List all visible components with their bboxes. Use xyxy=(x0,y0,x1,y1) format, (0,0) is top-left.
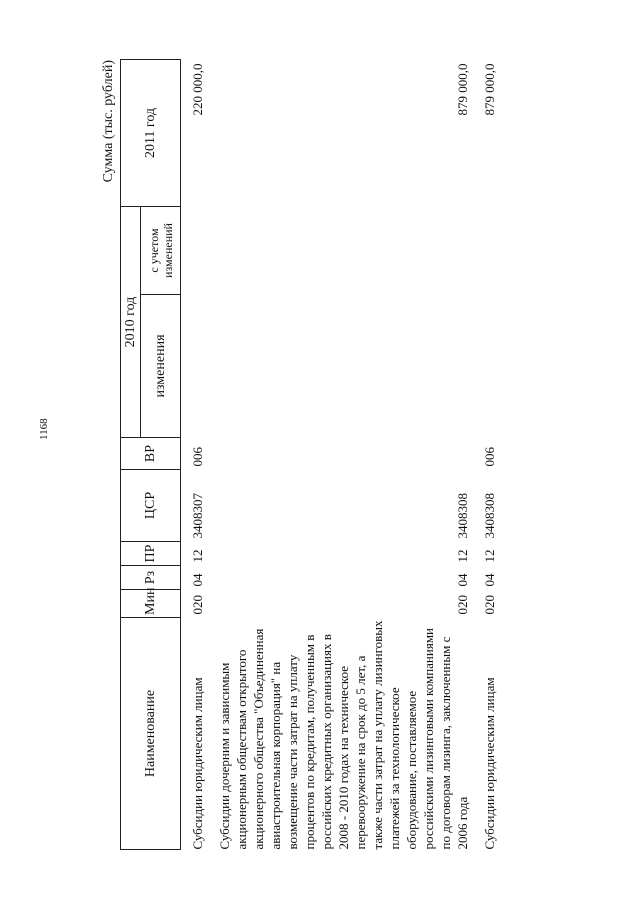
row-pr: 12 xyxy=(455,549,470,563)
table-row xyxy=(473,60,500,850)
row-vr: 006 xyxy=(190,447,205,467)
row-with-changes xyxy=(208,207,473,295)
row-name: Субсидии дочерним и зависимым акционерным обществам открытого акционерного общества "Объединенная авиастроительная корпорация" на возмещение части затрат на уплату процентов по кредитам, полученным в российских кредитных организациях в 2008 - 2010 годах на техническое перевооружение на срок до 5 лет, а также части затрат на уплату лизинговых платежей за технологическое оборудование, поставляемое российскими лизинговыми компаниями по договорам лизинга, заключенным с 2006 года xyxy=(217,620,470,850)
row-name: Субсидии юридическим лицам xyxy=(482,677,497,850)
header-vr: ВР xyxy=(121,438,181,470)
budget-table-sheet xyxy=(98,60,498,850)
row-changes xyxy=(181,295,209,438)
row-pr: 12 xyxy=(482,549,497,563)
header-csr: ЦСР xyxy=(121,470,181,542)
row-rz: 04 xyxy=(482,573,497,587)
header-pr: ПР xyxy=(121,542,181,566)
row-pr: 12 xyxy=(190,549,205,563)
row-vr xyxy=(208,438,473,470)
row-changes xyxy=(473,295,500,438)
header-rz: Рз xyxy=(121,566,181,590)
page-number: 1168 xyxy=(38,418,50,440)
header-changes: изменения xyxy=(141,295,181,438)
table-row xyxy=(208,60,473,850)
row-with-changes xyxy=(473,207,500,295)
row-2011: 220 000,0 xyxy=(190,63,205,116)
row-min: 020 xyxy=(455,595,470,615)
row-min: 020 xyxy=(190,595,205,615)
row-vr: 006 xyxy=(482,447,497,467)
table-row xyxy=(181,60,209,850)
header-with-changes: с учетом изменений xyxy=(141,207,181,295)
header-min: Мин xyxy=(121,590,181,618)
header-year-2011: 2011 год xyxy=(121,60,181,207)
row-csr: 3408307 xyxy=(190,493,205,539)
header-year-2010: 2010 год xyxy=(121,207,141,438)
row-csr: 3408308 xyxy=(482,493,497,539)
row-min: 020 xyxy=(482,595,497,615)
row-rz: 04 xyxy=(190,573,205,587)
header-name: Наименование xyxy=(121,618,181,850)
row-2011: 879 000,0 xyxy=(482,63,497,116)
row-rz: 04 xyxy=(455,573,470,587)
row-with-changes xyxy=(181,207,209,295)
row-2011: 879 000,0 xyxy=(455,63,470,116)
units-note: Сумма (тыс. рублей) xyxy=(101,60,116,183)
row-csr: 3408308 xyxy=(455,493,470,539)
row-changes xyxy=(208,295,473,438)
budget-table xyxy=(120,59,500,850)
row-name: Субсидии юридическим лицам xyxy=(190,677,205,850)
